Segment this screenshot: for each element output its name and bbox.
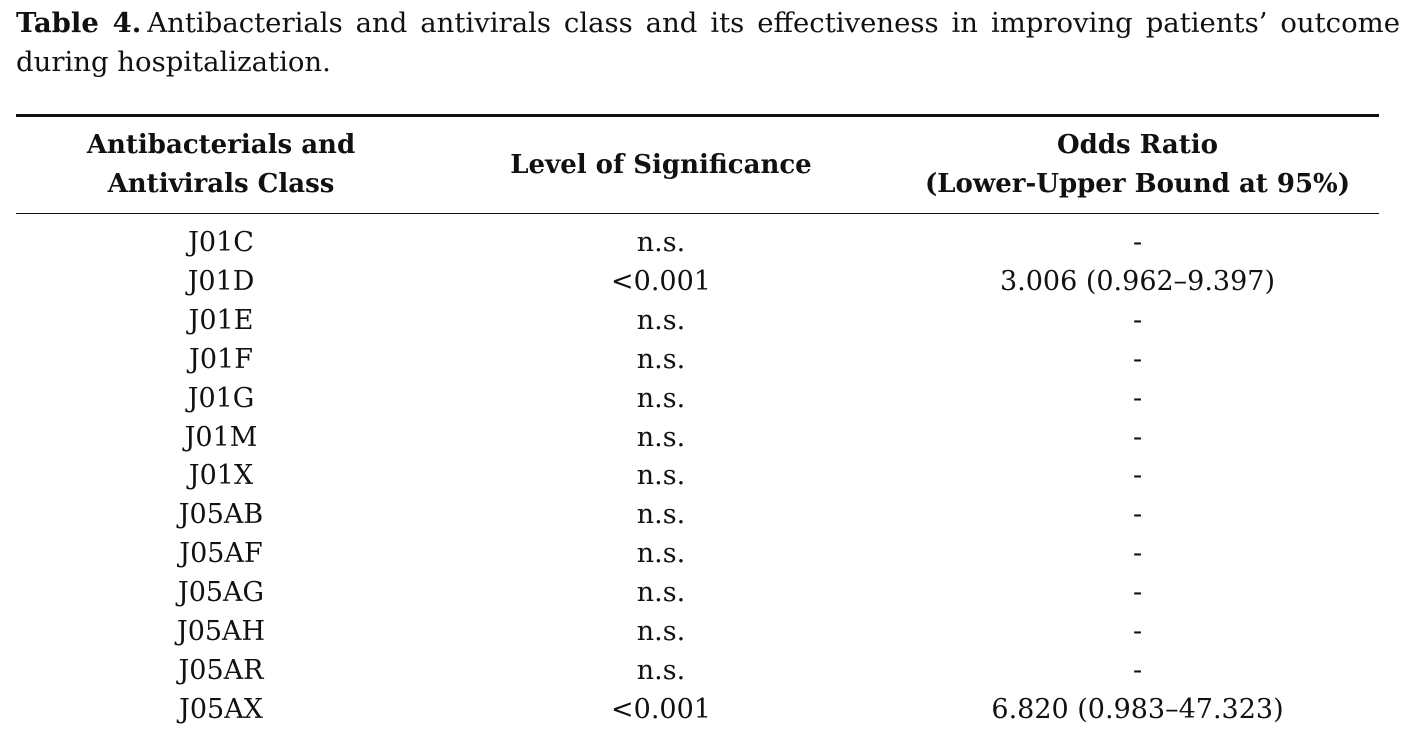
header-class-line1: Antibacterials and bbox=[86, 130, 356, 160]
cell-odds-ratio: - bbox=[1132, 577, 1143, 609]
header-odds-ratio bbox=[896, 116, 1379, 214]
caption-text: Antibacterials and antivirals class and its effectiveness in improving patients’ outcome during hospitalization. bbox=[16, 7, 1400, 78]
header-significance bbox=[426, 116, 896, 214]
table-row bbox=[16, 496, 1379, 535]
cell-odds-ratio: - bbox=[1132, 460, 1143, 492]
cell-significance: n.s. bbox=[636, 227, 686, 258]
header-odds-line2: (Lower-Upper Bound at 95%) bbox=[924, 169, 1351, 199]
table-row bbox=[16, 652, 1379, 691]
cell-significance: n.s. bbox=[636, 304, 686, 336]
cell-class: J05AH bbox=[176, 616, 266, 648]
cell-odds-ratio: - bbox=[1132, 227, 1143, 258]
cell-odds-ratio: - bbox=[1132, 343, 1143, 375]
cell-significance: n.s. bbox=[636, 421, 686, 453]
table-header bbox=[16, 116, 1379, 214]
cell-significance: <0.001 bbox=[611, 265, 711, 297]
table-body bbox=[16, 214, 1379, 730]
cell-class: J01F bbox=[189, 343, 253, 375]
table-row bbox=[16, 535, 1379, 574]
table-label: Table 4. bbox=[16, 7, 142, 39]
cell-class: J05AX bbox=[179, 693, 263, 725]
cell-class: J01M bbox=[184, 421, 258, 453]
cell-significance: n.s. bbox=[636, 577, 686, 609]
cell-significance: n.s. bbox=[636, 343, 686, 375]
table-row bbox=[16, 214, 1379, 263]
header-row bbox=[16, 116, 1379, 214]
table-row bbox=[16, 574, 1379, 613]
table-container bbox=[16, 114, 1379, 730]
cell-class: J05AG bbox=[177, 577, 265, 609]
table-row bbox=[16, 419, 1379, 458]
cell-odds-ratio: - bbox=[1132, 654, 1143, 686]
header-class bbox=[16, 116, 426, 214]
cell-odds-ratio: - bbox=[1132, 304, 1143, 336]
cell-significance: n.s. bbox=[636, 460, 686, 492]
cell-odds-ratio: - bbox=[1132, 538, 1143, 570]
table-row bbox=[16, 691, 1379, 730]
table-caption bbox=[16, 4, 1400, 82]
cell-significance: <0.001 bbox=[611, 693, 711, 725]
cell-class: J05AR bbox=[178, 654, 264, 686]
cell-odds-ratio: - bbox=[1132, 382, 1143, 414]
cell-odds-ratio: 6.820 (0.983–47.323) bbox=[991, 693, 1284, 725]
cell-significance: n.s. bbox=[636, 616, 686, 648]
cell-class: J01D bbox=[187, 265, 255, 297]
header-significance-line1: Level of Significance bbox=[510, 149, 812, 180]
results-table bbox=[16, 114, 1379, 730]
cell-class: J01E bbox=[188, 304, 254, 336]
table-row bbox=[16, 341, 1379, 380]
table-row bbox=[16, 380, 1379, 419]
cell-class: J05AB bbox=[178, 499, 264, 531]
cell-class: J05AF bbox=[179, 538, 263, 570]
header-odds-line1: Odds Ratio bbox=[1057, 130, 1218, 160]
table-row bbox=[16, 302, 1379, 341]
cell-class: J01G bbox=[187, 382, 255, 414]
cell-class: J01X bbox=[188, 460, 254, 492]
header-class-line2: Antivirals Class bbox=[107, 169, 335, 199]
cell-significance: n.s. bbox=[636, 499, 686, 531]
cell-odds-ratio: 3.006 (0.962–9.397) bbox=[999, 265, 1276, 297]
cell-class: J01C bbox=[188, 227, 254, 258]
cell-odds-ratio: - bbox=[1132, 421, 1143, 453]
table-row bbox=[16, 457, 1379, 496]
cell-significance: n.s. bbox=[636, 538, 686, 570]
table-row bbox=[16, 263, 1379, 302]
cell-odds-ratio: - bbox=[1132, 616, 1143, 648]
cell-significance: n.s. bbox=[636, 654, 686, 686]
cell-odds-ratio: - bbox=[1132, 499, 1143, 531]
cell-significance: n.s. bbox=[636, 382, 686, 414]
table-row bbox=[16, 613, 1379, 652]
